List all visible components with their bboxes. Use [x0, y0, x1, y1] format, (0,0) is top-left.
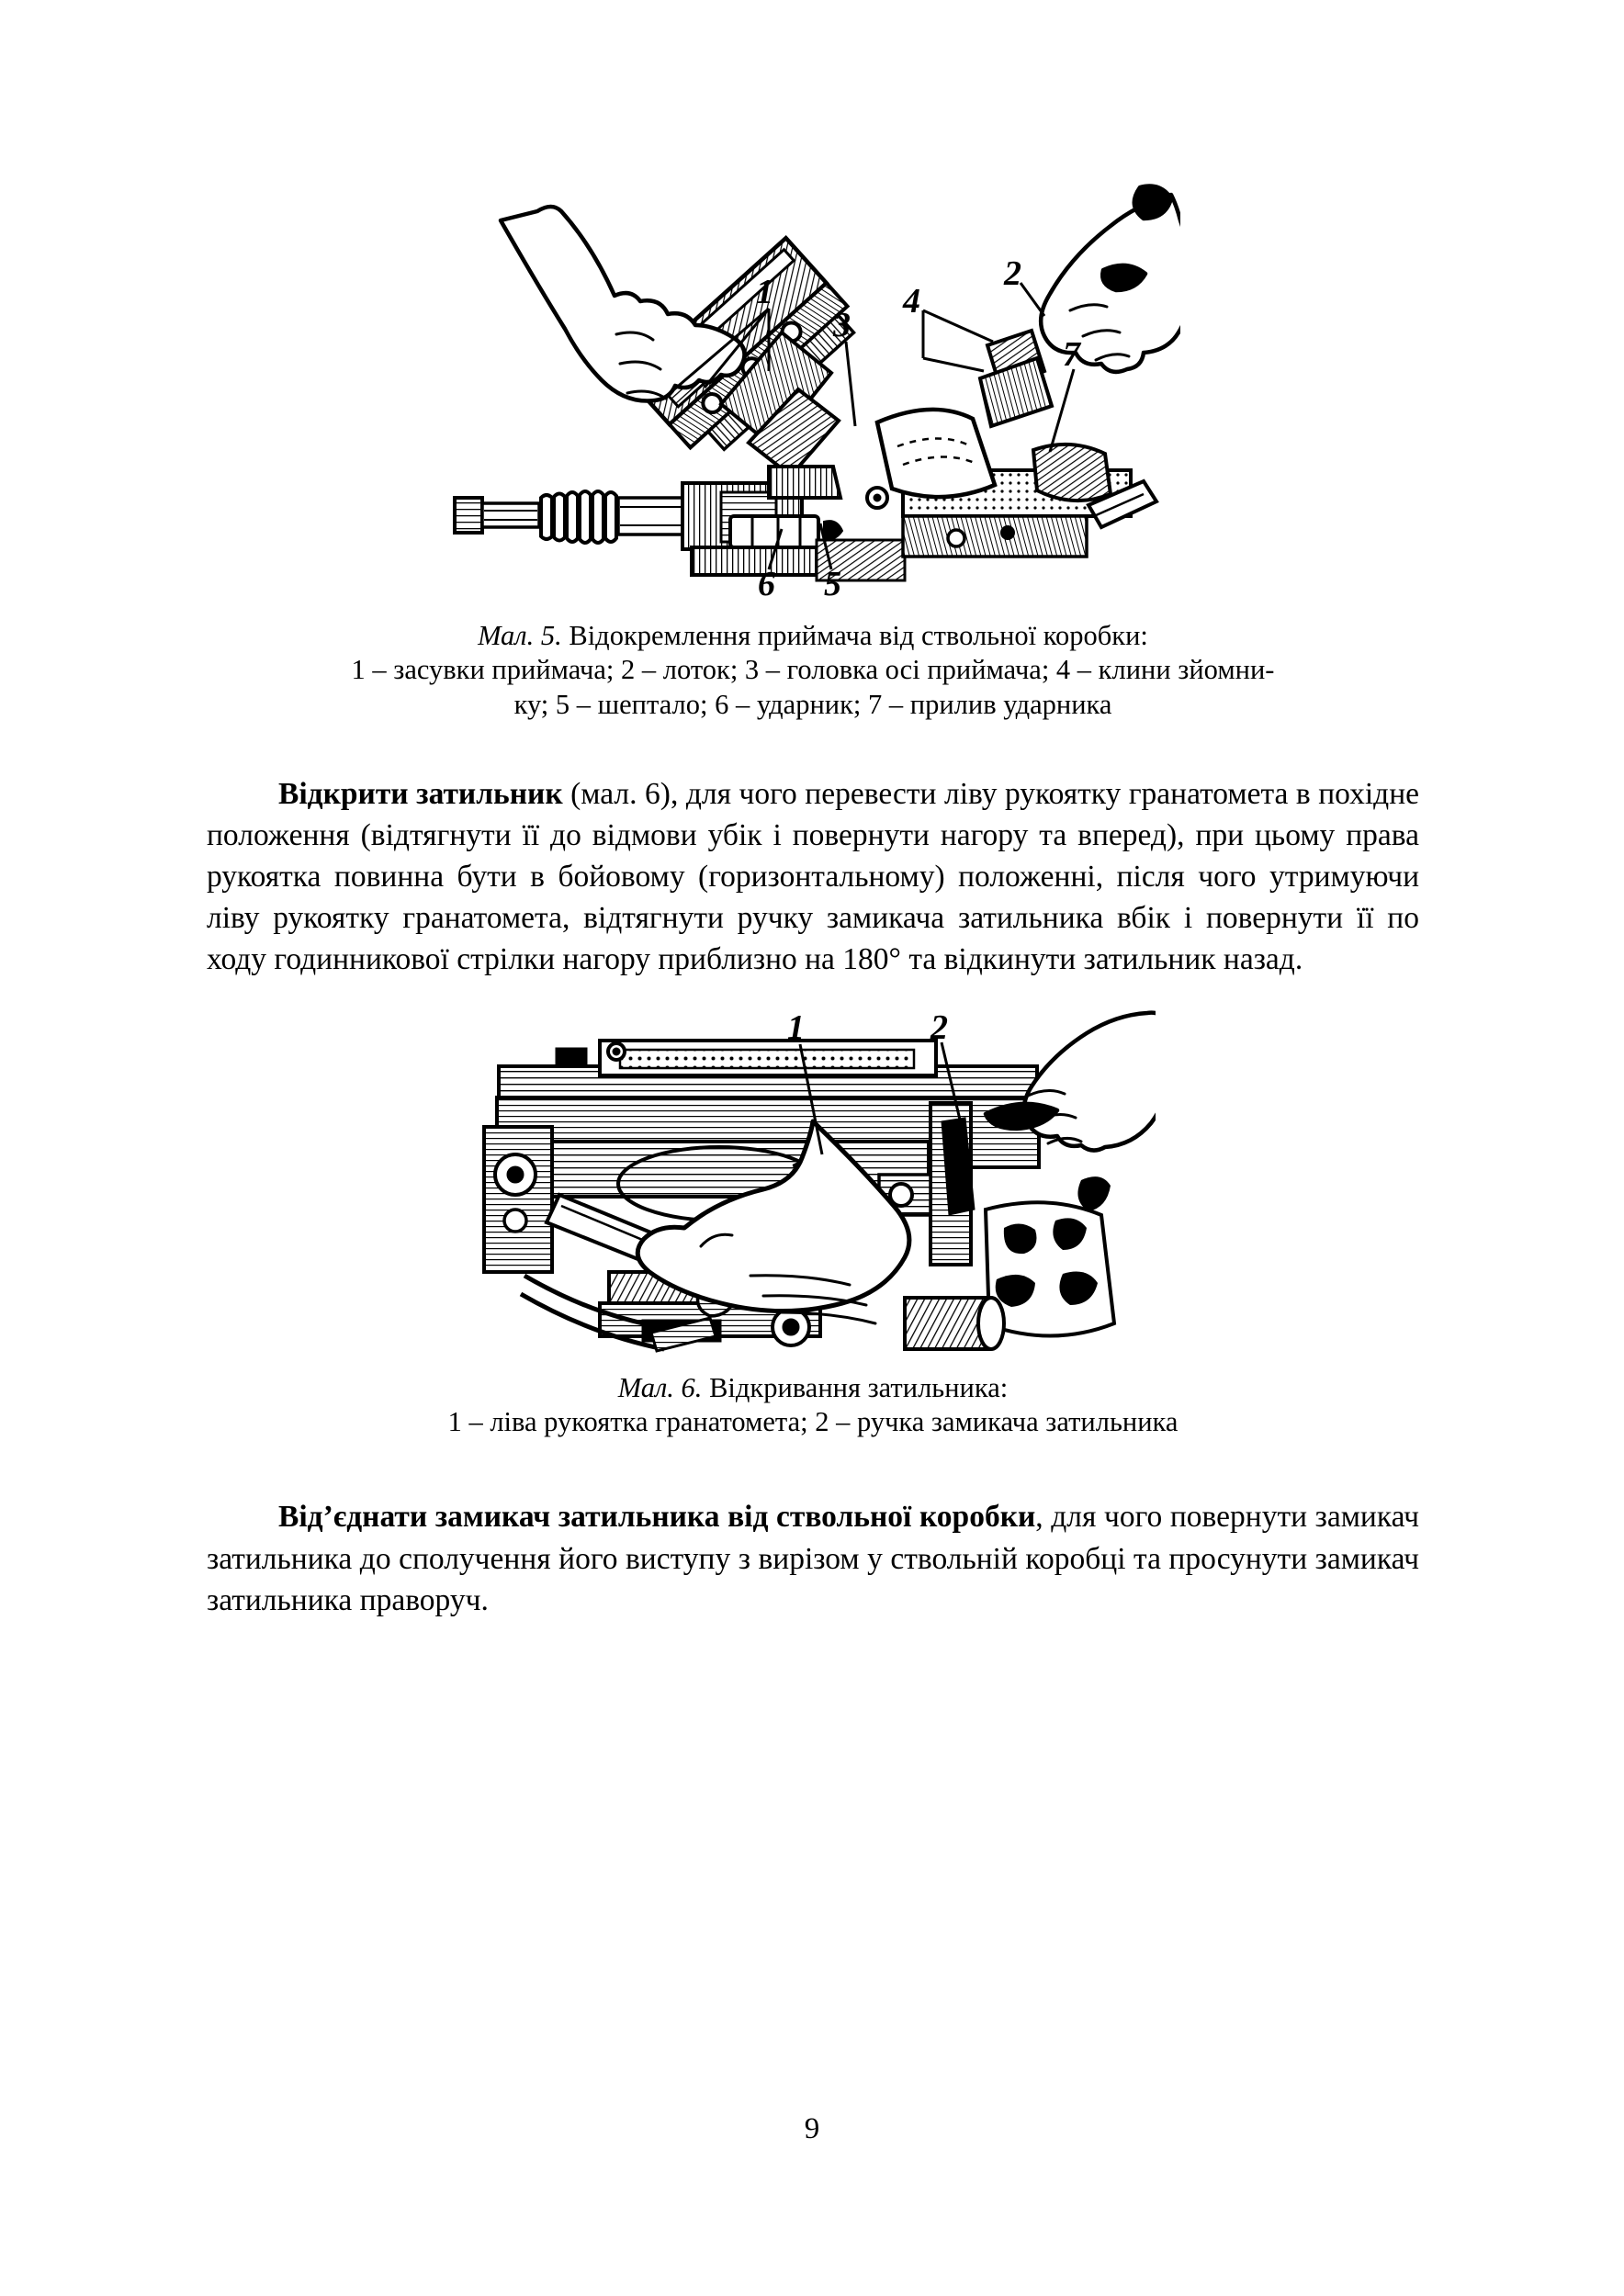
figure-5-illustration: [445, 174, 1180, 606]
page-content-column: [207, 0, 1419, 1621]
paragraph-open-buttplate-rest: (мал. 6), для чого перевести ліву рукоятку гранатомета в похідне положення (відтягнути її до відмови убік і повернути нагору та вперед), при цьому права рукоятка повинна бути в бойовому (горизонтальному) положенні, після чого утримуючи ліву рукоятку гранатомета, відтягнути ручку замикача затильника вбік і повернути її по ходу годинникової стрілки нагору приблизно на 180° та відкинути затильник назад.: [207, 777, 1419, 977]
figure-6-block: [207, 980, 1419, 1439]
figure-5-caption-label: Мал. 5.: [478, 620, 562, 651]
figure-6-caption-label: Мал. 6.: [617, 1372, 703, 1404]
figure-6-callout-1: 1: [786, 1008, 805, 1048]
figure-5-caption: [478, 619, 1148, 653]
figure-5-caption-title: Відокремлення приймача від ствольної коробки:: [569, 620, 1148, 651]
figure-5-callout-7: 7: [1063, 335, 1080, 374]
figure-5-callout-1: 1: [756, 273, 773, 311]
page-number: 9: [804, 2112, 820, 2145]
paragraph-open-buttplate: [207, 773, 1419, 980]
figure-6-drawing: [471, 1000, 1156, 1358]
paragraph-detach-latch: [207, 1496, 1419, 1620]
figure-5-legend-line-1: 1 – засувки приймача; 2 – лоток; 3 – головка осі приймача; 4 – клини зйомни-: [351, 654, 1275, 686]
figure-5-block: [207, 0, 1419, 722]
figure-5-callout-6: 6: [758, 565, 775, 603]
figure-6-caption-title: Відкривання затильника:: [709, 1372, 1009, 1404]
paragraph-open-buttplate-lead: Відкрити затильник: [278, 777, 563, 812]
figure-5-legend-line-2: ку; 5 – шептало; 6 – ударник; 7 – прилив ударника: [513, 689, 1112, 721]
figure-5-callout-5: 5: [824, 565, 841, 603]
figure-5-drawing: [445, 174, 1180, 606]
figure-5-callout-3: 3: [833, 306, 851, 344]
paragraph-detach-latch-rest: , для чого повернути замикач затильника до сполучення його виступу з вирізом у ствольній коробці та просунути замикач затильника праворуч.: [207, 1500, 1419, 1617]
figure-5-callout-4: 4: [903, 282, 920, 321]
figure-6-caption: [618, 1371, 1008, 1405]
paragraph-detach-latch-lead: Від’єднати замикач затильника від ствольної коробки: [278, 1500, 1036, 1535]
figure-6-illustration: [471, 1000, 1156, 1358]
figure-6-callout-2: 2: [930, 1008, 948, 1048]
figure-5-callout-2: 2: [1004, 254, 1021, 293]
figure-6-legend-line-1: 1 – ліва рукоятка гранатомета; 2 – ручка замикача затильника: [447, 1406, 1179, 1438]
